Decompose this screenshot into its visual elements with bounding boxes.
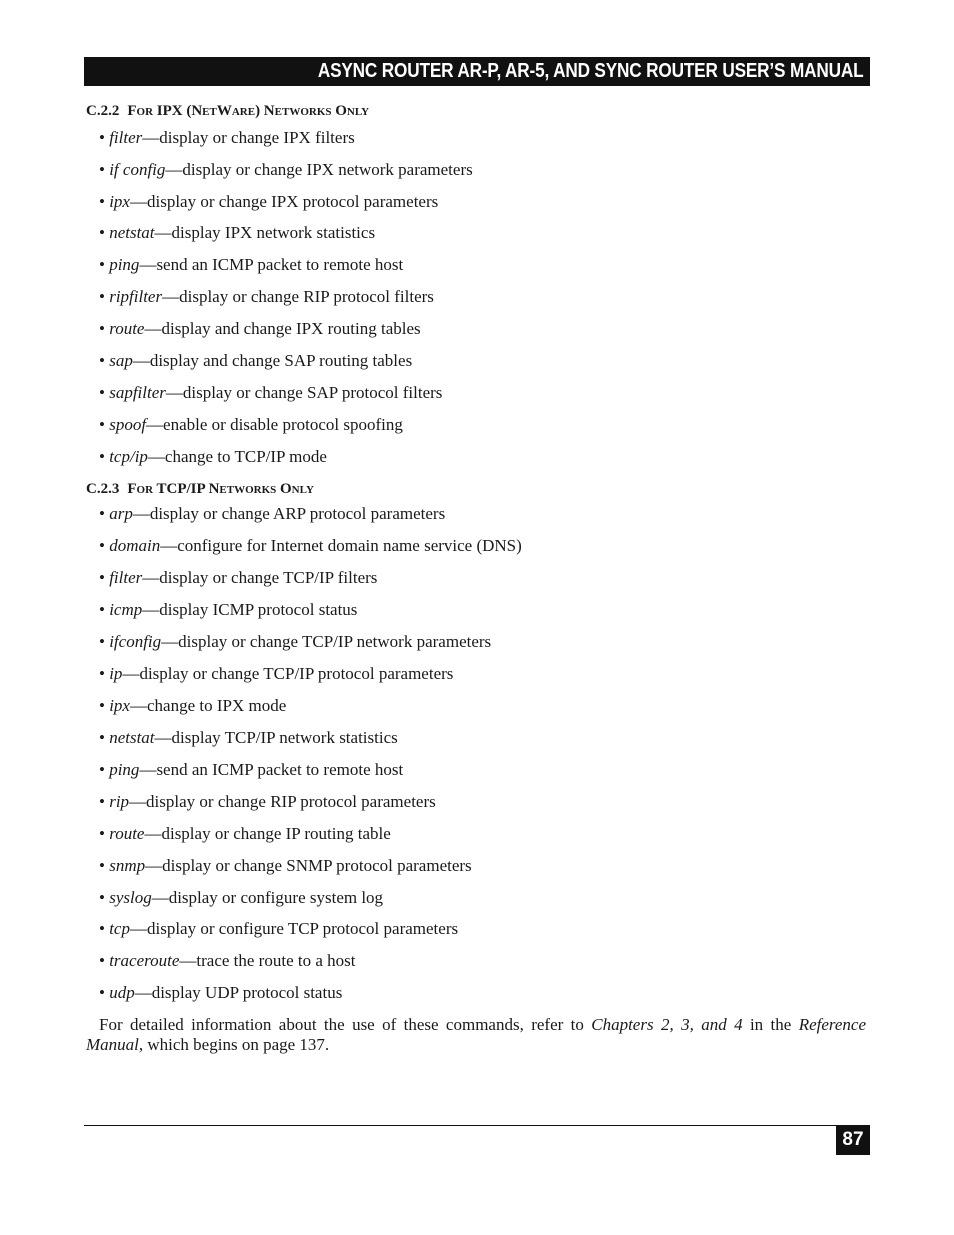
- command-name: ripfilter: [109, 287, 163, 306]
- command-desc: —display or change TCP/IP protocol parameters: [122, 664, 454, 683]
- list-item: • snmp—display or change SNMP protocol parameters: [99, 856, 472, 875]
- list-item: • udp—display UDP protocol status: [99, 983, 343, 1002]
- command-name: filter: [109, 128, 143, 147]
- reference-manual-title: Reference Manual: [86, 1015, 867, 1054]
- command-desc: —change to TCP/IP mode: [147, 447, 327, 466]
- command-name: sap: [109, 351, 133, 370]
- command-name: ifconfig: [109, 632, 162, 651]
- command-desc: —display or change TCP/IP network parameters: [161, 632, 492, 651]
- command-desc: —display or change SAP protocol filters: [165, 383, 443, 402]
- command-desc: —display or change RIP protocol filters: [162, 287, 434, 306]
- command-desc: —display or configure TCP protocol parameters: [129, 919, 459, 938]
- command-name: ipx: [109, 192, 130, 211]
- command-name: ipx: [109, 696, 130, 715]
- section-heading-ipx: [86, 103, 369, 120]
- reference-paragraph: [86, 1015, 866, 1055]
- list-item: • if config—display or change IPX network parameters: [99, 160, 473, 179]
- command-name: snmp: [109, 856, 146, 875]
- list-item: • route—display or change IP routing table: [99, 824, 391, 843]
- command-desc: —display or configure system log: [151, 888, 384, 907]
- list-item: • ping—send an ICMP packet to remote host: [99, 760, 404, 779]
- paragraph-text: For detailed information about the use of these commands, refer to: [99, 1015, 592, 1034]
- command-name: icmp: [109, 600, 143, 619]
- paragraph-text: in the: [742, 1015, 799, 1034]
- command-desc: —display or change TCP/IP filters: [142, 568, 378, 587]
- list-item: • syslog—display or configure system log: [99, 888, 384, 907]
- list-item: • sapfilter—display or change SAP protocol filters: [99, 383, 443, 402]
- section-heading-tcp: [86, 481, 314, 498]
- list-item: • ipx—change to IPX mode: [99, 696, 287, 715]
- command-desc: —display or change IPX filters: [142, 128, 355, 147]
- command-name: if config: [109, 160, 166, 179]
- command-desc: —send an ICMP packet to remote host: [139, 760, 404, 779]
- paragraph-text: , which begins on page 137.: [138, 1035, 330, 1054]
- list-item: • filter—display or change TCP/IP filters: [99, 568, 378, 587]
- command-name: route: [109, 824, 145, 843]
- command-desc: —trace the route to a host: [179, 951, 356, 970]
- list-item: • ripfilter—display or change RIP protocol filters: [99, 287, 434, 306]
- command-name: udp: [109, 983, 135, 1002]
- list-item: • netstat—display TCP/IP network statistics: [99, 728, 398, 747]
- section-title: For TCP/IP Networks Only: [127, 481, 314, 497]
- command-name: sapfilter: [109, 383, 166, 402]
- command-desc: —display or change SNMP protocol parameters: [145, 856, 472, 875]
- command-name: traceroute: [109, 951, 180, 970]
- header-title: ASYNC ROUTER AR-P, AR-5, AND SYNC ROUTER USER’S MANUAL: [317, 60, 863, 82]
- command-desc: —change to IPX mode: [129, 696, 287, 715]
- command-name: spoof: [109, 415, 147, 434]
- header-bar: [84, 57, 870, 86]
- command-name: tcp/ip: [109, 447, 148, 466]
- command-name: rip: [109, 792, 130, 811]
- list-item: • arp—display or change ARP protocol parameters: [99, 504, 446, 523]
- command-desc: —display ICMP protocol status: [142, 600, 358, 619]
- chapters-reference: Chapters 2, 3, and 4: [591, 1015, 743, 1034]
- command-desc: —display TCP/IP network statistics: [154, 728, 398, 747]
- list-item: • route—display and change IPX routing tables: [99, 319, 421, 338]
- list-item: • ifconfig—display or change TCP/IP network parameters: [99, 632, 492, 651]
- list-item: • netstat—display IPX network statistics: [99, 223, 376, 242]
- list-item: • tcp/ip—change to TCP/IP mode: [99, 447, 327, 466]
- list-item: • filter—display or change IPX filters: [99, 128, 355, 147]
- list-item: • rip—display or change RIP protocol parameters: [99, 792, 436, 811]
- command-name: tcp: [109, 919, 130, 938]
- command-desc: —enable or disable protocol spoofing: [146, 415, 403, 434]
- list-item: • ping—send an ICMP packet to remote host: [99, 255, 404, 274]
- command-desc: —configure for Internet domain name service (DNS): [160, 536, 522, 555]
- list-item: • ip—display or change TCP/IP protocol parameters: [99, 664, 454, 683]
- section-title: For IPX (NetWare) Networks Only: [127, 103, 370, 119]
- command-desc: —display and change SAP routing tables: [132, 351, 413, 370]
- list-item: • spoof—enable or disable protocol spoofing: [99, 415, 403, 434]
- list-item: • sap—display and change SAP routing tables: [99, 351, 413, 370]
- page-number: 87: [836, 1125, 870, 1155]
- command-name: arp: [109, 504, 133, 523]
- command-desc: —display or change ARP protocol parameters: [132, 504, 446, 523]
- list-item: • traceroute—trace the route to a host: [99, 951, 356, 970]
- command-name: syslog: [109, 888, 152, 907]
- command-name: ip: [109, 664, 123, 683]
- section-number: C.2.3: [86, 481, 120, 497]
- command-name: netstat: [109, 728, 155, 747]
- command-desc: —display or change RIP protocol parameters: [129, 792, 436, 811]
- list-item: • domain—configure for Internet domain name service (DNS): [99, 536, 522, 555]
- command-desc: —send an ICMP packet to remote host: [139, 255, 404, 274]
- command-name: filter: [109, 568, 143, 587]
- command-name: ping: [109, 760, 140, 779]
- command-desc: —display and change IPX routing tables: [144, 319, 421, 338]
- command-desc: —display or change IPX protocol parameters: [129, 192, 439, 211]
- section-number: C.2.2: [86, 103, 120, 119]
- command-name: netstat: [109, 223, 155, 242]
- command-desc: —display UDP protocol status: [134, 983, 343, 1002]
- command-desc: —display or change IP routing table: [144, 824, 391, 843]
- list-item: • tcp—display or configure TCP protocol parameters: [99, 919, 459, 938]
- list-item: • ipx—display or change IPX protocol parameters: [99, 192, 439, 211]
- command-desc: —display IPX network statistics: [154, 223, 376, 242]
- command-name: ping: [109, 255, 140, 274]
- command-name: route: [109, 319, 145, 338]
- command-name: domain: [109, 536, 161, 555]
- command-desc: —display or change IPX network parameters: [165, 160, 473, 179]
- list-item: • icmp—display ICMP protocol status: [99, 600, 358, 619]
- footer-rule: [84, 1125, 870, 1126]
